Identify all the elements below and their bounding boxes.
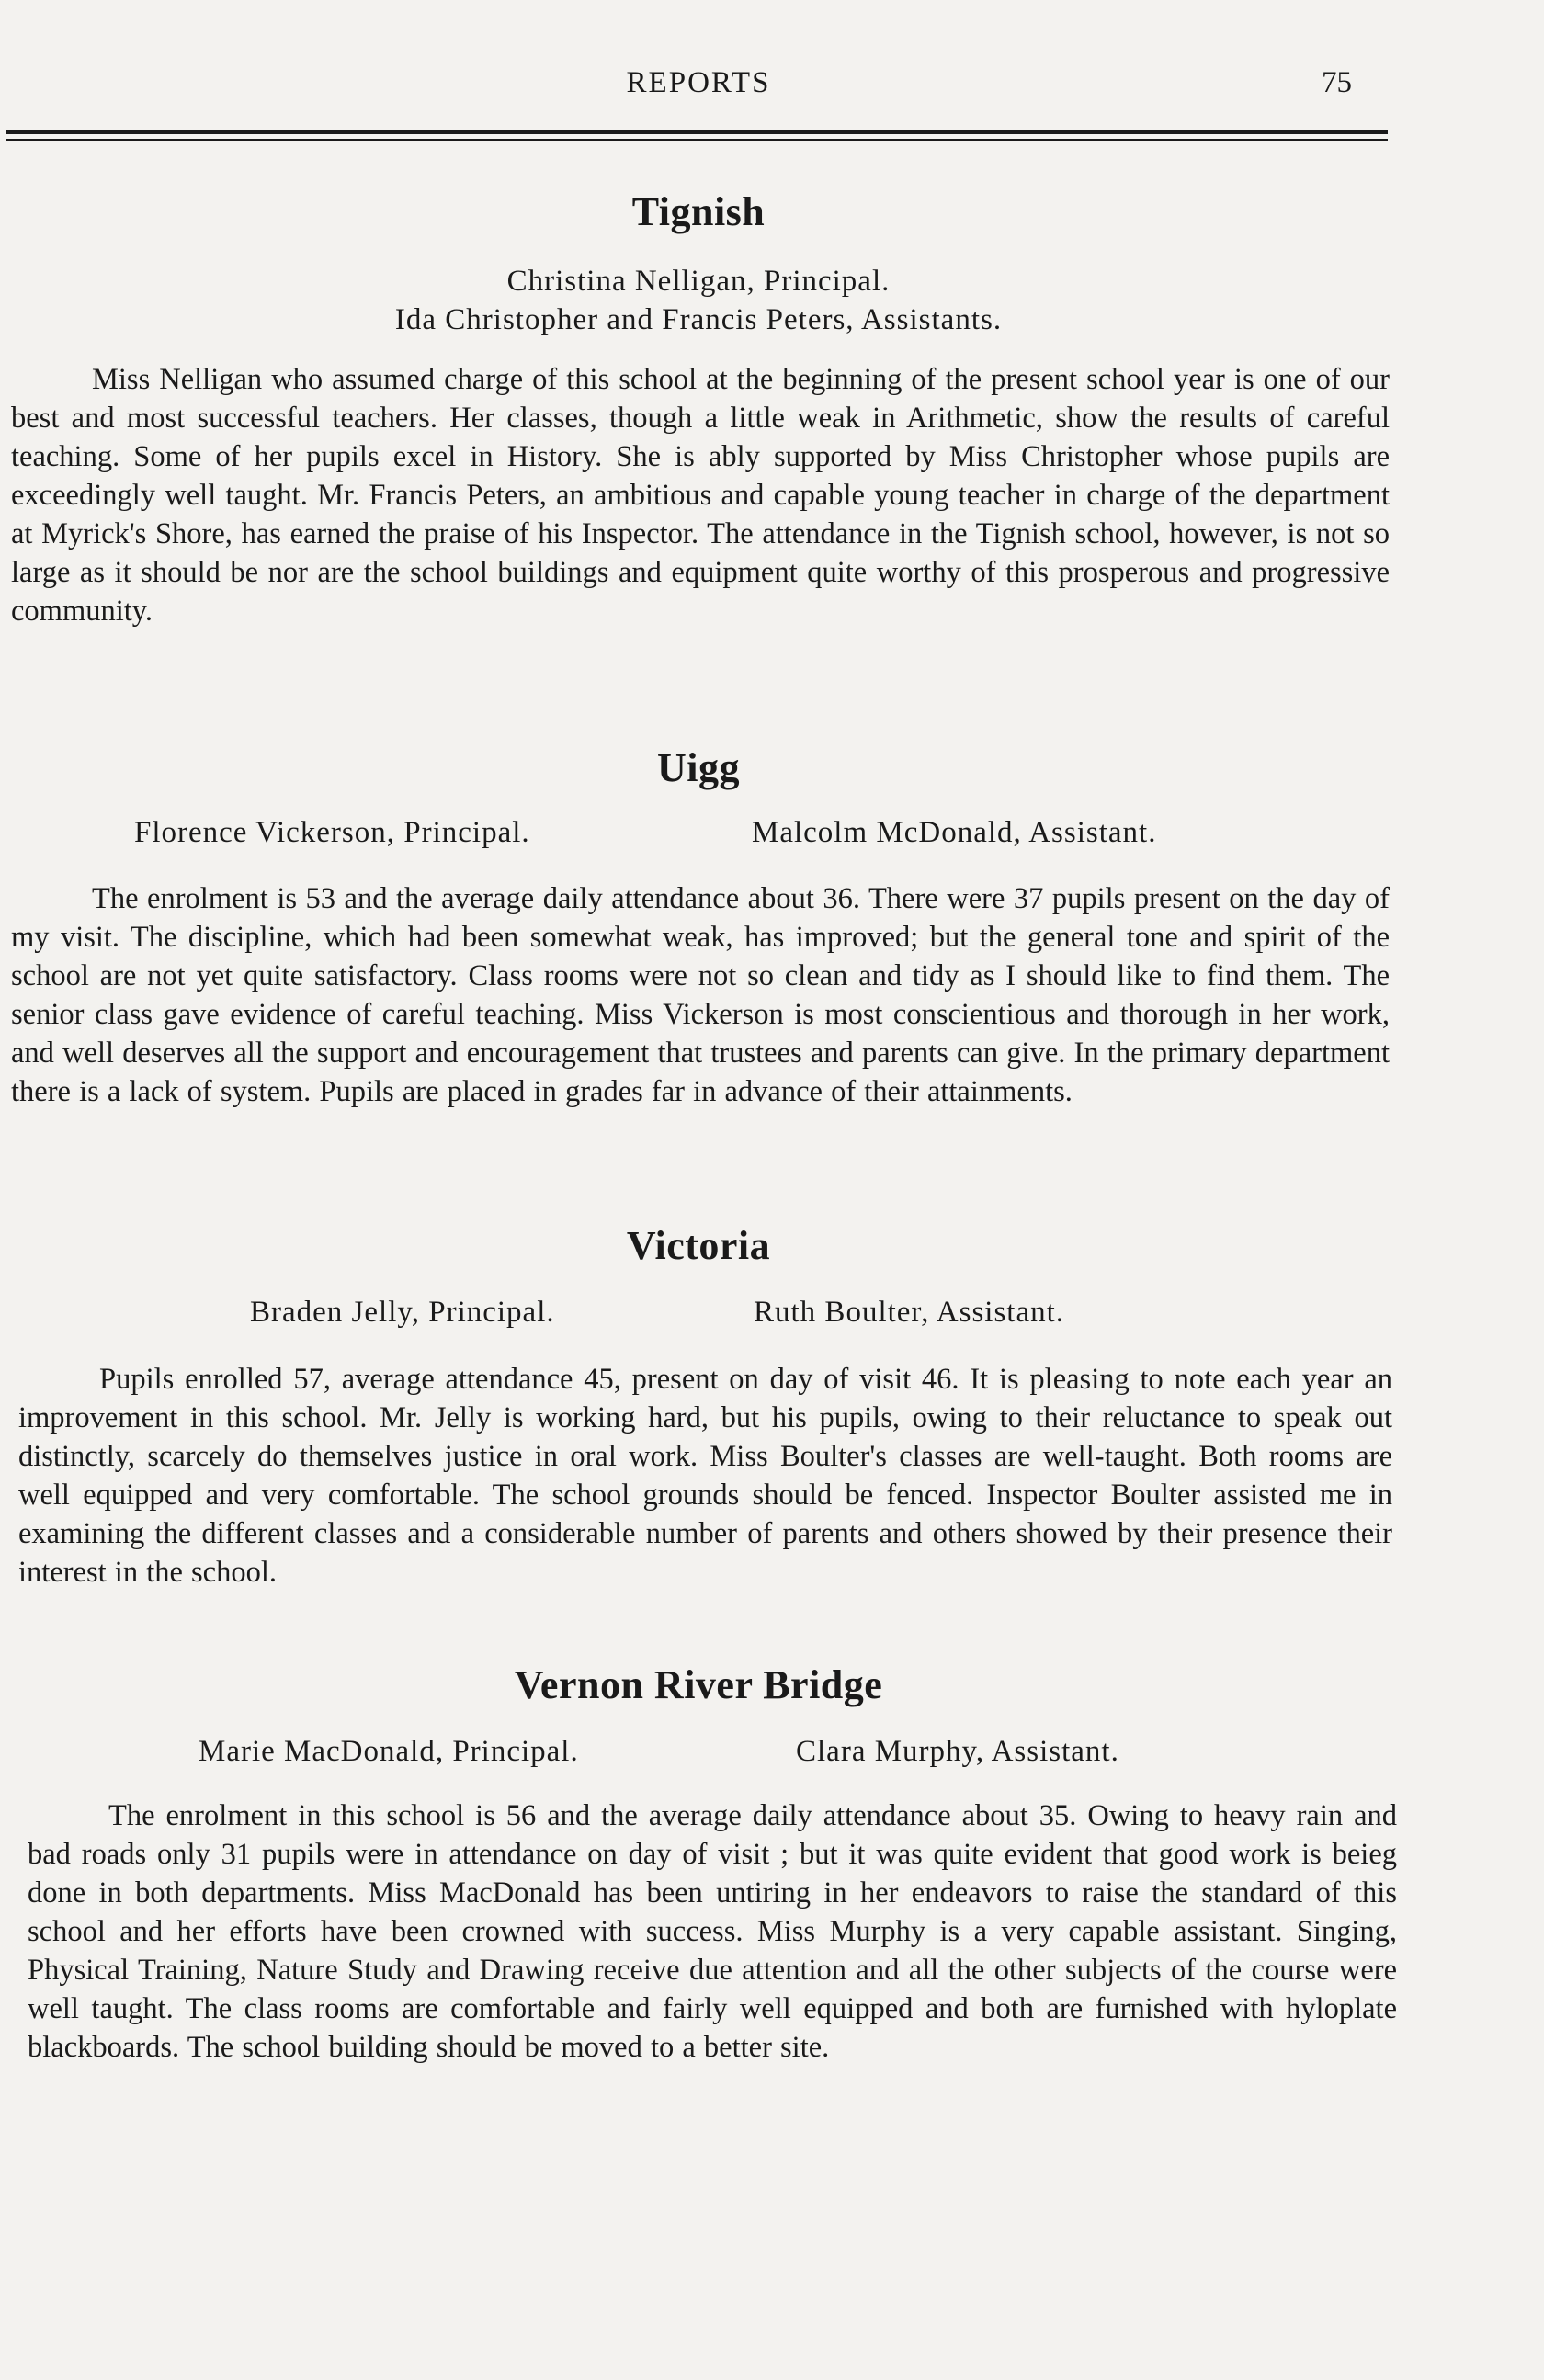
staff-principal-victoria: Braden Jelly, Principal.: [250, 1296, 555, 1329]
section-body-tignish: Miss Nelligan who assumed charge of this school at the beginning of the present school year is one of our best and most successful teachers. Her classes, though a little weak in Arithmetic, show the results of careful teaching. Some of her pupils excel in History. She is ably supported by Miss Christopher whose pupils are exceedingly well taught. Mr. Francis Peters, an ambitious and capable young teacher in charge of the department at Myrick's Shore, has earned the praise of his Inspector. The attendance in the Tignish school, however, is not so large as it should be nor are the school buildings and equipment quite worthy of this prosperous and progressive community.: [11, 363, 1390, 628]
staff-assistant-vernon-river-bridge: Clara Murphy, Assistant.: [796, 1735, 1119, 1768]
section-heading-vernon-river-bridge: Vernon River Bridge: [514, 1662, 883, 1707]
section-body-uigg: The enrolment is 53 and the average daily attendance about 36. There were 37 pupils present on the day of my visit. The discipline, which had been somewhat weak, has improved; but the general tone and spirit of the school are not yet quite satisfactory. Class rooms were not so clean and tidy as I should like to find them. The senior class gave evidence of careful teaching. Miss Vickerson is most conscientious and thorough in her work, and well deserves all the support and encouragement that trustees and parents can give. In the primary department there is a lack of system. Pupils are placed in grades far in advance of their attainments.: [11, 882, 1390, 1108]
header-rule: [6, 130, 1388, 134]
section-heading-victoria: Victoria: [626, 1223, 771, 1268]
staff-principal-uigg: Florence Vickerson, Principal.: [134, 816, 530, 849]
section-heading-uigg: Uigg: [657, 745, 740, 790]
section-heading-tignish: Tignish: [631, 189, 766, 234]
staff-assistants-tignish: Ida Christopher and Francis Peters, Assistants.: [394, 303, 1003, 336]
section-body-victoria: Pupils enrolled 57, average attendance 45, present on day of visit 46. It is pleasing to note each year an improvement in this school. Mr. Jelly is working hard, but his pupils, owing to their reluctance to speak out distinctly, scarcely do themselves justice in oral work. Miss Boulter's classes are well-taught. Both rooms are well equipped and very comfortable. The school grounds should be fenced. Inspector Boulter assisted me in examining the different classes and a considerable number of parents and others showed by their presence their interest in the school.: [18, 1363, 1392, 1589]
staff-assistant-uigg: Malcolm McDonald, Assistant.: [752, 816, 1157, 849]
section-body-vernon-river-bridge: The enrolment in this school is 56 and the average daily attendance about 35. Owing to heavy rain and bad roads only 31 pupils were in attendance on day of visit ; but it was quite evident that good work is beieg done in both departments. Miss MacDonald has been untiring in her endeavors to raise the standard of this school and her efforts have been crowned with success. Miss Murphy is a very capable assistant. Singing, Physical Training, Nature Study and Drawing receive due attention and all the other subjects of the course were well taught. The class rooms are comfortable and fairly well equipped and both are furnished with hyloplate blackboards. The school building should be moved to a better site.: [28, 1799, 1397, 2064]
header-rule-thin: [6, 139, 1388, 141]
staff-assistant-victoria: Ruth Boulter, Assistant.: [754, 1296, 1065, 1329]
page-number: 75: [1322, 66, 1352, 99]
staff-principal-tignish: Christina Nelligan, Principal.: [506, 265, 891, 298]
running-head: REPORTS: [626, 66, 771, 99]
staff-principal-vernon-river-bridge: Marie MacDonald, Principal.: [199, 1735, 579, 1768]
